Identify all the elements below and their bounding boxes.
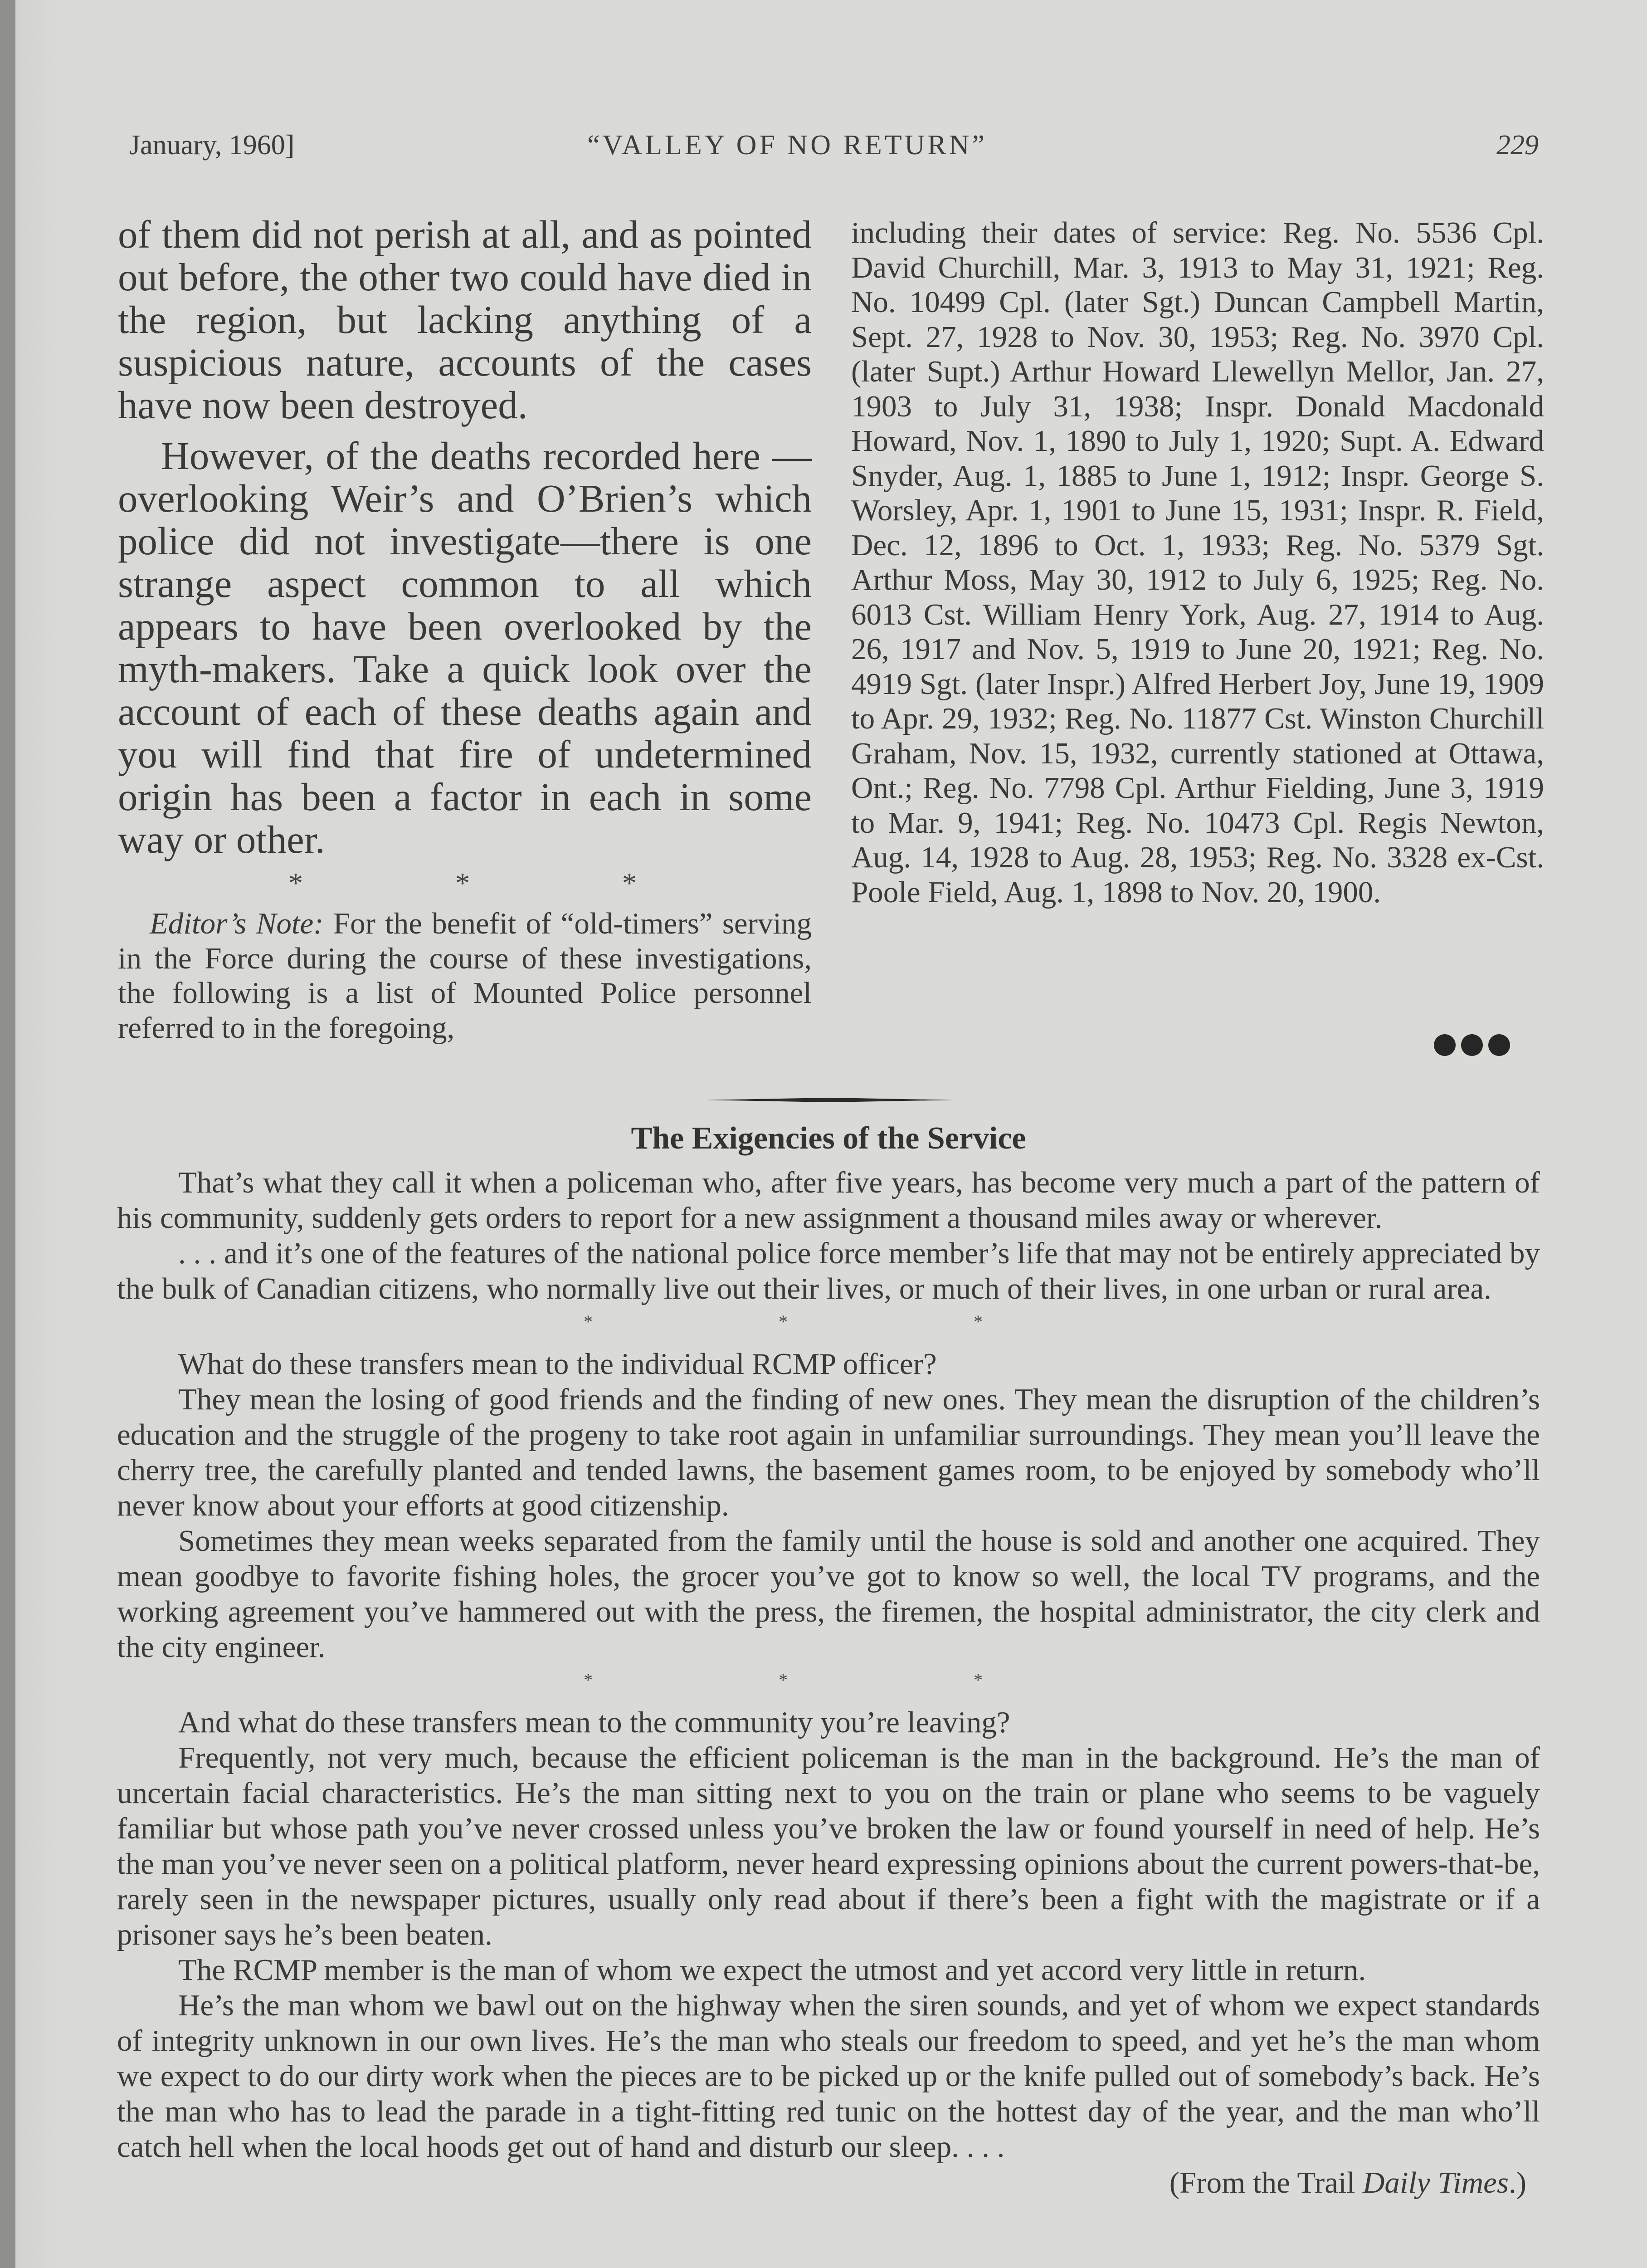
end-dot-icon	[1461, 1034, 1483, 1056]
left-paragraph-2: However, of the deaths recorded here —overlooking Weir’s and O’Brien’s which police did not investigate—there is one strange aspect common to all which appears to have been overlooked by the myth-makers. Take a quick look over the account of each of these deaths again and you will find that fire of undetermined origin has been a factor in each in some way or other.	[118, 434, 812, 861]
section-break-stars: * * *	[584, 1311, 1073, 1332]
editor-note	[118, 906, 812, 1045]
article-paragraph: He’s the man whom we bawl out on the highway when the siren sounds, and yet of whom we expect standards of integrity unknown in our own lives. He’s the man who steals our freedom to speed, and yet he’s the man whom we expect to do our dirty work when the pieces are to be picked up or the knife pulled out of somebody’s back. He’s the man who has to lead the parade in a tight-fitting red tunic on the hottest day of the year, and the man who’ll catch hell when the local hoods get out of hand and disturb our sleep. . . .	[117, 1989, 1540, 2164]
personnel-list: including their dates of service: Reg. No. 5536 Cpl. David Churchill, Mar. 3, 1913 to May 31, 1921; Reg. No. 10499 Cpl. (later Sgt.) Duncan Campbell Martin, Sept. 27, 1928 to Nov. 30, 1953; Reg. No. 3970 Cpl. (later Supt.) Arthur Howard Llewellyn Mellor, Jan. 27, 1903 to July 31, 1938; Inspr. Donald Macdonald Howard, Nov. 1, 1890 to July 1, 1920; Supt. A. Edward Snyder, Aug. 1, 1885 to June 1, 1912; Inspr. George S. Worsley, Apr. 1, 1901 to June 15, 1931; Inspr. R. Field, Dec. 12, 1896 to Oct. 1, 1933; Reg. No. 5379 Sgt. Arthur Moss, May 30, 1912 to July 6, 1925; Reg. No. 6013 Cst. William Henry York, Aug. 27, 1914 to Aug. 26, 1917 and Nov. 5, 1919 to June 20, 1921; Reg. No. 4919 Sgt. (later Inspr.) Alfred Herbert Joy, June 19, 1909 to Apr. 29, 1932; Reg. No. 11877 Cst. Winston Churchill Graham, Nov. 15, 1932, currently stationed at Ottawa, Ont.; Reg. No. 7798 Cpl. Arthur Fielding, June 3, 1919 to Mar. 9, 1941; Reg. No. 10473 Cpl. Regis Newton, Aug. 14, 1928 to Aug. 28, 1953; Reg. No. 3328 ex-Cst. Poole Field, Aug. 1, 1898 to Nov. 20, 1900.	[851, 216, 1544, 909]
article-paragraph: Sometimes they mean weeks separated from the family until the house is sold and another one acquired. They mean goodbye to favorite fishing holes, the grocer you’ve got to know so well, the local TV programs, and the working agreement you’ve hammered out with the press, the firemen, the hospital administrator, the city clerk and the city engineer.	[117, 1524, 1540, 1664]
article-paragraph: That’s what they call it when a policeman who, after five years, has become very much a part of the pattern of his community, suddenly gets orders to report for a new assignment a thousand miles away or wherever.	[117, 1166, 1540, 1235]
running-head-date: January, 1960]	[129, 130, 295, 161]
article-paragraph: . . . and it’s one of the features of the national police force member’s life that may not be entirely appreciated by the bulk of Canadian citizens, who normally live out their lives, or much of their lives, in one urban or rural area.	[117, 1237, 1540, 1305]
article-exigencies	[117, 1120, 1540, 2201]
end-of-article-mark	[1434, 1034, 1510, 1056]
end-dot-icon	[1488, 1034, 1510, 1056]
editor-note-label: Editor’s Note:	[150, 907, 324, 940]
credit-suffix: .)	[1508, 2166, 1526, 2200]
right-column	[851, 215, 1544, 909]
article-paragraph: Frequently, not very much, because the efficient policeman is the man in the background. He’s the man of uncertain facial characteristics. He’s the man sitting next to you on the train or plane who seems to be vaguely familiar but whose path you’ve never crossed unless you’ve broken the law or found yourself in need of help. He’s the man you’ve never seen on a political platform, never heard expressing opinions about the current powers-that-be, rarely seen in the newspaper pictures, usually only read about if there’s been a fight with the magistrate or if a prisoner says he’s been beaten.	[117, 1741, 1540, 1951]
article-paragraph: And what do these transfers mean to the community you’re leaving?	[178, 1706, 1010, 1739]
running-head-title: “VALLEY OF NO RETURN”	[587, 130, 987, 161]
left-column	[118, 213, 812, 1045]
left-paragraph-1: of them did not perish at all, and as pointed out before, the other two could have died in the region, but lacking anything of a suspicious nature, accounts of the cases have now been destroyed.	[118, 212, 812, 427]
credit-publication: Daily Times	[1362, 2166, 1509, 2200]
section-break-stars: * * *	[288, 867, 709, 899]
page-number: 229	[1496, 130, 1539, 161]
article-paragraph: What do these transfers mean to the individual RCMP officer?	[178, 1347, 937, 1381]
editor-note-text: For the benefit of “old-timers” serving in the Force during the course of these investigations, the following is a list of Mounted Police personnel referred to in the foregoing,	[118, 907, 812, 1045]
section-break-stars: * * *	[584, 1670, 1073, 1690]
article-paragraph: They mean the losing of good friends and the finding of new ones. They mean the disruption of the children’s education and the struggle of the progeny to take root again in unfamiliar surroundings. They mean you’ll leave the cherry tree, the carefully planted and tended lawns, the basement games room, to be enjoyed by somebody who’ll never know about your efforts at good citizenship.	[117, 1383, 1540, 1522]
credit-prefix: (From the Trail	[1169, 2166, 1363, 2200]
article-paragraph: The RCMP member is the man of whom we expect the utmost and yet accord very little in return.	[178, 1953, 1366, 1987]
article-divider-rule	[705, 1098, 955, 1102]
page-spine-shadow	[0, 0, 15, 2268]
article-source-credit	[117, 2165, 1540, 2201]
article-title: The Exigencies of the Service	[631, 1121, 1026, 1156]
end-dot-icon	[1434, 1034, 1456, 1056]
